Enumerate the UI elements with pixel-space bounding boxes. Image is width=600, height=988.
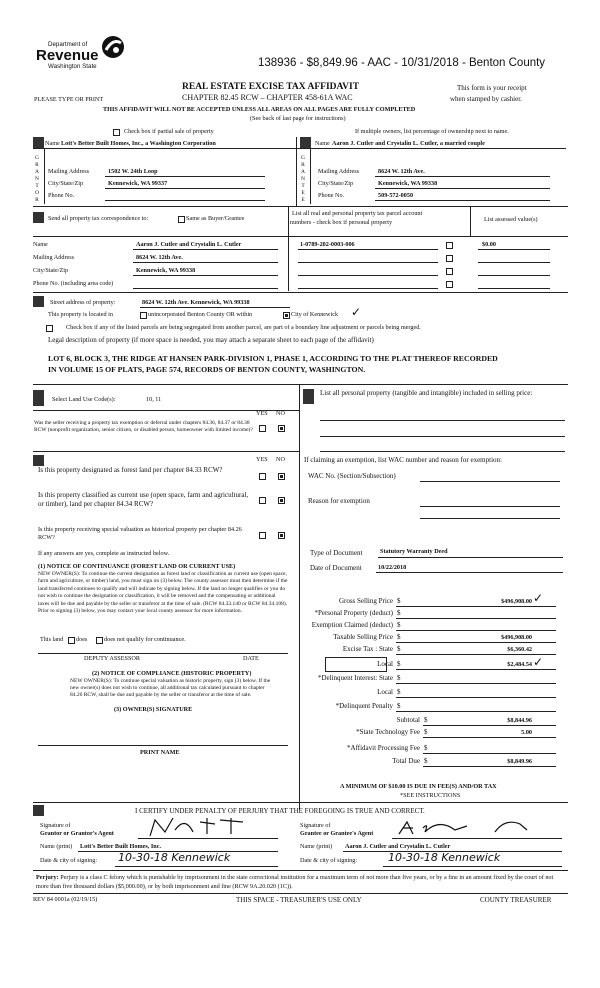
grantor-vertical-label: G R A N T O R [35, 155, 39, 203]
county-treasurer-label: COUNTY TREASURER [480, 896, 552, 904]
logo-name: Revenue [36, 47, 99, 64]
fee-label: Local [377, 688, 393, 696]
logo-dept: Department of [48, 41, 88, 48]
fee-currency: $ [424, 744, 428, 752]
this-land-label: This land [40, 636, 64, 643]
grantor-sig-label: Signature of [40, 822, 71, 829]
warning-text: THIS AFFIDAVIT WILL NOT BE ACCEPTED UNLESS ALL AREAS ON ALL PAGES ARE FULLY COMPLETED [103, 106, 416, 113]
grantee-agent-label: Grantee or Grantee's Agent [300, 830, 374, 837]
grantee-name: Aaron J. Cutler and Crystalin L. Cutler, a married couple [332, 140, 485, 147]
notice-continuance-title: (1) NOTICE OF CONTINUANCE (FOREST LAND OR CURRENT USE) [38, 563, 236, 570]
located-options: unincorporated Benton County OR within [148, 311, 253, 318]
print-name-label: PRINT NAME [140, 749, 180, 756]
grantor-city: Kennewick, WA 99337 [108, 180, 168, 187]
section-8-marker [33, 805, 44, 816]
unincorporated-checkbox[interactable] [140, 312, 147, 319]
owner-signature-label: (3) OWNER(S) SIGNATURE [114, 706, 193, 713]
does-not-qualify-checkbox[interactable] [96, 637, 103, 644]
forest-question: Is this property designated as forest land per chapter 84.33 RCW? [38, 466, 223, 474]
section-7-marker [303, 389, 314, 404]
exemption-claim-label: If claiming an exemption, list WAC number and reason for exemption: [304, 456, 502, 464]
see-instructions-note: *SEE INSTRUCTIONS [400, 792, 461, 799]
land-use-yes: YES [256, 410, 268, 417]
historic-yes-checkbox[interactable] [259, 532, 266, 539]
current-use-question: Is this property classified as current use (open space, farm and agricultural, or timber), land per chapter 84.34 RCW? [38, 491, 249, 508]
logo-swoosh-icon [100, 34, 126, 60]
grantor-name-print: Lott's Better Built Homes, Inc. [80, 843, 162, 850]
fee-value: $2,484.54 [507, 661, 532, 668]
perjury-label: Perjury: [36, 874, 59, 881]
grantee-mail: 8624 W. 12th Ave. [378, 168, 425, 175]
current-use-no-checkbox[interactable] [278, 497, 285, 504]
fee-label: Local [377, 660, 393, 668]
sec6-no: NO [276, 456, 285, 463]
section-2-marker [300, 137, 311, 148]
corr-name: Aaron J. Cutler and Crystalin L. Cutler [136, 241, 242, 248]
fee-label: Taxable Selling Price [333, 633, 393, 641]
treasurer-use-note: THIS SPACE - TREASURER'S USE ONLY [236, 896, 362, 904]
receipt-note-2: when stamped by cashier. [450, 95, 522, 103]
street-address: 8624 W. 12th Ave. Kennewick, WA 99338 [142, 299, 250, 306]
corr-city-label: City/State/Zip [33, 267, 69, 274]
legal-description-label: Legal description of property (if more space is needed, you may attach a separate sheet to each page of the affidavit) [48, 336, 374, 344]
grantee-phone-label: Phone No. [318, 192, 345, 199]
land-use-label: Select Land Use Code(s): [52, 396, 116, 403]
fee-currency: $ [397, 674, 401, 682]
grantor-signature [145, 814, 255, 840]
grantee-city: Kennewick, WA 99338 [378, 180, 438, 187]
does-qualify-checkbox[interactable] [68, 637, 75, 644]
recording-stamp: 138936 - $8,849.96 - AAC - 10/31/2018 - Benton County [258, 57, 546, 69]
certify-statement: I CERTIFY UNDER PENALTY OF PERJURY THAT THE FOREGOING IS TRUE AND CORRECT. [135, 807, 425, 815]
please-type: PLEASE TYPE OR PRINT [34, 96, 104, 103]
grantor-mail: 1502 W. 24th Loop [108, 168, 158, 175]
fee-label: *Personal Property (deduct) [314, 609, 393, 617]
fee-currency: $ [424, 728, 428, 736]
grantor-name: Lott's Better Built Homes, Inc., a Washington Corporation [61, 140, 216, 147]
grantee-name-print: Aaron J. Cutler and Crystalin L. Cutler [345, 843, 451, 850]
parcel-personal-checkbox-4[interactable] [446, 281, 453, 288]
section-5-marker [33, 390, 44, 406]
notice-compliance-title: (2) NOTICE OF COMPLIANCE (HISTORIC PROPERTY) [92, 670, 252, 677]
assessed-value: $0.00 [482, 241, 496, 248]
fee-currency: $ [397, 597, 401, 605]
assessed-header: List assessed value(s) [484, 216, 538, 223]
fee-currency: $ [397, 645, 401, 653]
fee-label: *State Technology Fee [356, 728, 420, 736]
grantee-date-city-label: Date & city of signing: [300, 857, 358, 864]
does-not-label: does not qualify for continuance. [104, 636, 186, 643]
fee-value: $6,360.42 [507, 646, 532, 653]
perjury-statement [36, 873, 564, 891]
section-1-marker [33, 137, 44, 148]
exemption-question: Was the seller receiving a property tax exemption or deferral under chapters 84.36, 84.37 or 84.38 RCW (nonprofit organization, senior citizen, or disabled person, homeowner with limited income)? [34, 420, 253, 433]
parcel-personal-checkbox-3[interactable] [446, 268, 453, 275]
form-number: REV 84 0001a (02/19/15) [33, 896, 98, 903]
wac-label: WAC No. (Section/Subsection) [308, 472, 396, 480]
corr-city: Kennewick, WA 99338 [136, 267, 196, 274]
notice-compliance-body: NEW OWNER(S): To continue special valuation as historic property, sign (3) below. If the new owner(s) does not wish to continue, all additional tax calculated pursuant to chapter 84.26 RCW, shall be due and payable by the seller or transferor at the time of sale. [70, 678, 271, 698]
reason-label: Reason for exemption [308, 497, 370, 505]
multiple-owners-note: If multiple owners, list percentage of ownership next to name. [355, 128, 509, 135]
form-title: REAL ESTATE EXCISE TAX AFFIDAVIT [182, 82, 360, 92]
forest-no-checkbox[interactable] [278, 473, 285, 480]
if-yes-note: If any answers are yes, complete as instructed below. [38, 550, 170, 557]
fee-currency: $ [397, 609, 401, 617]
forest-yes-checkbox[interactable] [259, 473, 266, 480]
located-label: This property is located in [48, 311, 113, 318]
sec6-yes: YES [256, 456, 268, 463]
minimum-due-note: A MINIMUM OF $10.00 IS DUE IN FEE(S) AND/OR TAX [340, 783, 497, 790]
grantor-date-city-label: Date & city of signing: [40, 857, 98, 864]
fee-currency: $ [397, 688, 401, 696]
section-6-marker [33, 455, 44, 466]
grantor-name-print-label: Name (print) [40, 843, 73, 850]
fee-label: Gross Selling Price [338, 597, 393, 605]
parcel-personal-checkbox-1[interactable] [446, 242, 453, 249]
within-city-checkbox[interactable] [283, 312, 290, 319]
parcels-header-2: numbers - check box if personal property [290, 219, 393, 226]
parcel-personal-checkbox-2[interactable] [446, 255, 453, 262]
corr-mail: 8624 W. 12th Ave. [136, 254, 183, 261]
grantor-date-city: 10-30-18 Kennewick [118, 851, 231, 864]
land-use-codes: 10, 11 [146, 396, 162, 403]
fee-label: Total Due [392, 757, 420, 765]
same-as-buyer-checkbox[interactable] [178, 216, 185, 223]
corr-phone-label: Phone No. (including area code) [33, 280, 114, 287]
same-as-buyer-label: Same as Buyer/Grantee [186, 215, 245, 222]
fee-label: Subtotal [396, 716, 420, 724]
logo-state: Washington State [48, 63, 97, 70]
checkmark-annotation: ✓ [533, 655, 544, 669]
legal-description-line-2: IN VOLUME 15 OF PLATS, PAGE 574, RECORDS OF BENTON COUNTY, WASHINGTON. [48, 365, 366, 374]
parcels-header-1: List all real and personal property tax parcel account [292, 210, 423, 217]
fee-value: $496,908.00 [501, 634, 532, 641]
legal-description-line-1: LOT 6, BLOCK 3, THE RIDGE AT HANSEN PARK-DIVISION 1, PHASE 1, ACCORDING TO THE PLAT THEREOF RECORDED [48, 354, 498, 363]
historic-question: Is this property receiving special valuation as historical property per chapter 84.26 RCW? [38, 526, 242, 541]
corr-mail-label: Mailing Address [33, 254, 75, 261]
grantee-vertical-label: G R A N T E E [301, 155, 305, 203]
fee-value: $496,908.00 [501, 598, 532, 605]
grantee-city-label: City/State/Zip [318, 180, 354, 187]
parcel-number: 1-0789-202-0003-006 [300, 241, 355, 248]
deputy-date-label: DATE [243, 655, 259, 662]
fee-currency: $ [424, 757, 428, 765]
section-4-marker [33, 296, 44, 307]
partial-sale-checkbox[interactable] [113, 129, 120, 136]
partial-sale-label: Check box if partial sale of property [124, 128, 214, 135]
does-label: does [76, 636, 88, 643]
deputy-assessor-label: DEPUTY ASSESSOR [84, 655, 140, 662]
grantor-phone-label: Phone No. [48, 192, 75, 199]
fee-label: *Delinquent Penalty [335, 702, 393, 710]
grantor-agent-label: Grantor or Grantor's Agent [40, 830, 114, 837]
receipt-note-1: This form is your receipt [457, 84, 527, 92]
fee-label: Exemption Claimed (deduct) [311, 621, 393, 629]
segregated-checkbox[interactable] [46, 325, 53, 332]
fee-label: *Affidavit Processing Fee [347, 744, 420, 752]
fee-value: 5.00 [521, 729, 532, 736]
city-of-label: City of Kennewick [291, 311, 339, 318]
segregated-label: Check box if any of the listed parcels are being segregated from another parcel, are part of a boundary line adjustment or parcels being merged. [66, 324, 421, 331]
grantor-city-label: City/State/Zip [48, 180, 84, 187]
grantee-sig-label: Signature of [300, 822, 331, 829]
form-chapter: CHAPTER 82.45 RCW – CHAPTER 458-61A WAC [182, 93, 353, 102]
current-use-yes-checkbox[interactable] [259, 497, 266, 504]
grantee-mail-label: Mailing Address [318, 168, 360, 175]
doc-type: Statutory Warranty Deed [380, 548, 448, 555]
fee-label: Excise Tax : State [342, 645, 393, 653]
fee-value: $8,844.96 [507, 717, 532, 724]
fee-currency: $ [397, 621, 401, 629]
grantee-phone: 509-572-0050 [378, 192, 414, 199]
fee-currency: $ [397, 702, 401, 710]
personal-property-label: List all personal property (tangible and intangible) included in selling price: [320, 389, 533, 397]
fee-currency: $ [397, 660, 401, 668]
grantor-name-label: Name [45, 140, 60, 147]
section-3-marker [33, 212, 44, 223]
land-use-no: NO [276, 410, 285, 417]
grantee-name-label: Name [315, 140, 330, 147]
fee-currency: $ [424, 716, 428, 724]
fee-label: *Delinquent Interest: State [317, 674, 393, 682]
checkmark-annotation: ✓ [533, 591, 544, 605]
doc-type-label: Type of Document [310, 549, 363, 557]
perjury-text: Perjury is a class C felony which is punishable by imprisonment in the state correctional institution for a maximum term of not more than five years, or by a fine in an amount fixed by the court of not more than five thousand dollars ($5,000.00), or by both imprisonment and fine (RCW 9A.20.020 (1C)). [36, 874, 554, 890]
doc-date: 10/22/2018 [378, 564, 407, 571]
doc-date-label: Date of Document [310, 564, 362, 572]
notice-continuance-body: NEW OWNER(S): To continue the current designation as forest land or classification as current use (open space, farm and agriculture, or timber) land, you must sign on (3) below. The county assessor must then determine if the land transferred continues to qualify and will indicate by signing below. If the land no longer qualifies or you do not wish to continue the designation or classification, it will be removed and the compensating or additional taxes will be due and payable by the seller or transferor at the time of sale. (RCW 84.33.140 or RCW 84.34.108). Prior to signing (3) below, you may contact your local county assessor for more information. [38, 571, 288, 615]
instructions-note: (See back of last page for instructions) [250, 115, 346, 122]
corr-name-label: Name [33, 241, 48, 248]
exemption-yes-checkbox[interactable] [259, 425, 266, 432]
historic-no-checkbox[interactable] [278, 532, 285, 539]
fee-value: $8,849.96 [507, 758, 532, 765]
correspondence-label: Send all property tax correspondence to: [48, 215, 149, 222]
fee-currency: $ [397, 633, 401, 641]
street-label: Street address of property: [50, 299, 116, 306]
grantee-date-city: 10-30-18 Kennewick [388, 851, 501, 864]
exemption-no-checkbox[interactable] [278, 425, 285, 432]
checkmark-annotation: ✓ [351, 305, 362, 319]
grantor-mail-label: Mailing Address [48, 168, 90, 175]
grantee-signature [395, 814, 535, 840]
grantee-name-print-label: Name (print) [300, 843, 333, 850]
